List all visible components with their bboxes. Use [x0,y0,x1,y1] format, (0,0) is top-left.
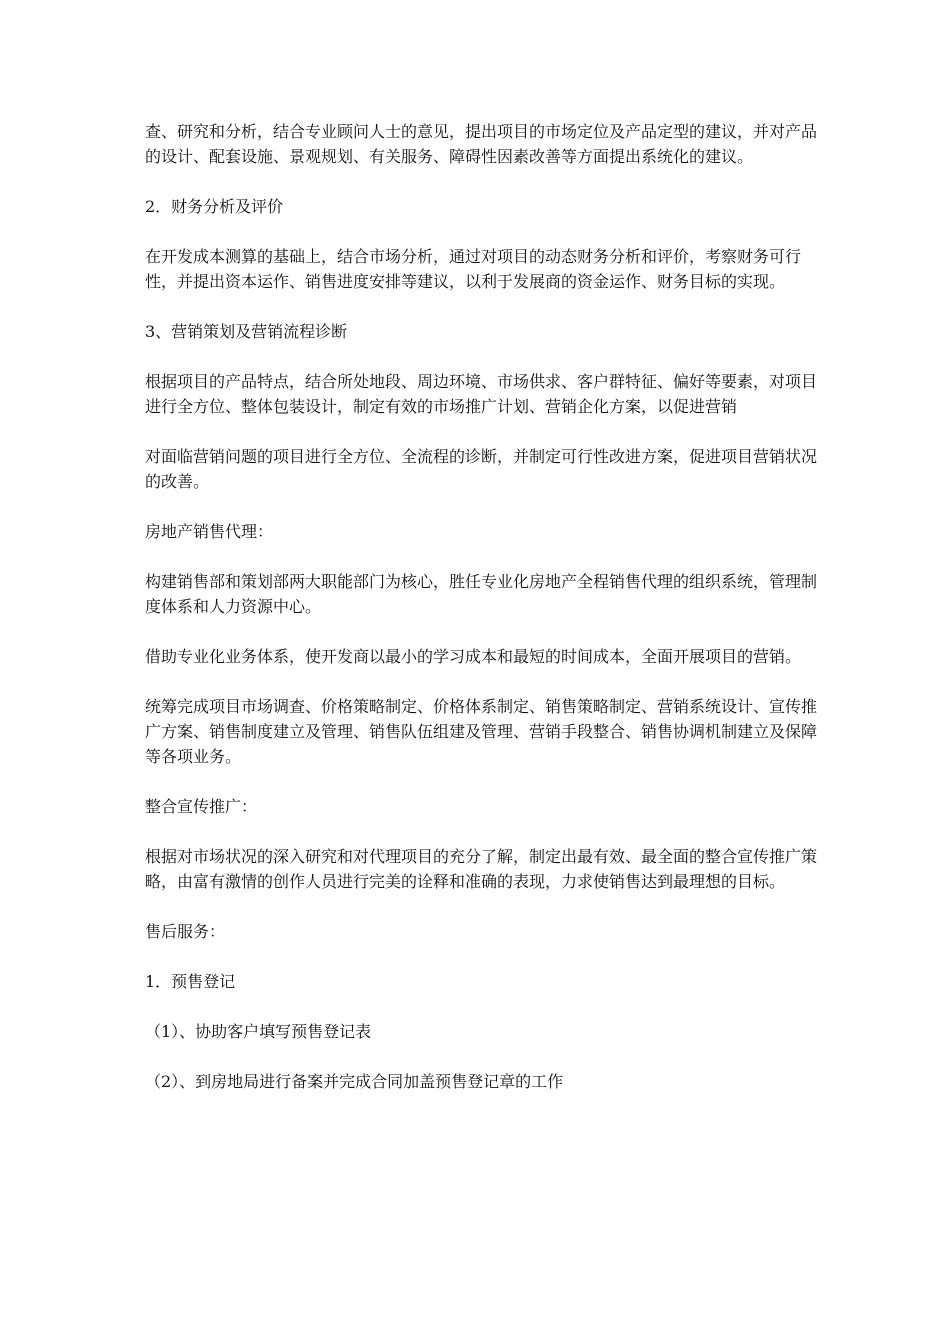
paragraph-sales-agency-system: 借助专业化业务体系，使开发商以最小的学习成本和最短的时间成本，全面开展项目的营销。 [145,647,802,666]
paragraph-sales-agency-tasks: 统筹完成项目市场调查、价格策略制定、价格体系制定、销售策略制定、营销系统设计、宣传推广方案、销售制度建立及管理、销售队伍组建及管理、营销手段整合、销售协调机制建立及保障等各项业务。 [145,697,818,766]
list-item-registration-form: （1）、协助客户填写预售登记表 [145,1022,372,1041]
heading-after-sales-service: 售后服务： [145,922,226,941]
heading-sales-agency: 房地产销售代理： [145,522,274,541]
heading-integrated-promotion: 整合宣传推广： [145,797,258,816]
paragraph-market-research: 查、研究和分析，结合专业顾问人士的意见，提出项目的市场定位及产品定型的建议，并对产品的设计、配套设施、景观规划、有关服务、障碍性因素改善等方面提出系统化的建议。 [145,122,818,166]
paragraph-marketing-diagnosis: 对面临营销问题的项目进行全方位、全流程的诊断，并制定可行性改进方案，促进项目营销状况的改善。 [145,447,818,491]
document-body [145,119,817,1119]
paragraph-financial-analysis: 在开发成本测算的基础上，结合市场分析，通过对项目的动态财务分析和评价，考察财务可行性，并提出资本运作、销售进度安排等建议，以利于发展商的资金运作、财务目标的实现。 [145,247,802,291]
heading-marketing-planning: 3、营销策划及营销流程诊断 [145,322,348,341]
heading-financial-analysis: 2．财务分析及评价 [145,197,284,216]
list-item-registration-filing: （2）、到房地局进行备案并完成合同加盖预售登记章的工作 [145,1072,564,1091]
paragraph-marketing-planning: 根据项目的产品特点，结合所处地段、周边环境、市场供求、客户群特征、偏好等要素，对项目进行全方位、整体包装设计，制定有效的市场推广计划、营销企化方案，以促进营销 [145,372,818,416]
paragraph-sales-agency-structure: 构建销售部和策划部两大职能部门为核心，胜任专业化房地产全程销售代理的组织系统，管理制度体系和人力资源中心。 [145,572,818,616]
heading-presale-registration: 1．预售登记 [145,972,236,991]
paragraph-integrated-promotion: 根据对市场状况的深入研究和对代理项目的充分了解，制定出最有效、最全面的整合宣传推广策略，由富有激情的创作人员进行完美的诠释和准确的表现，力求使销售达到最理想的目标。 [145,847,818,891]
